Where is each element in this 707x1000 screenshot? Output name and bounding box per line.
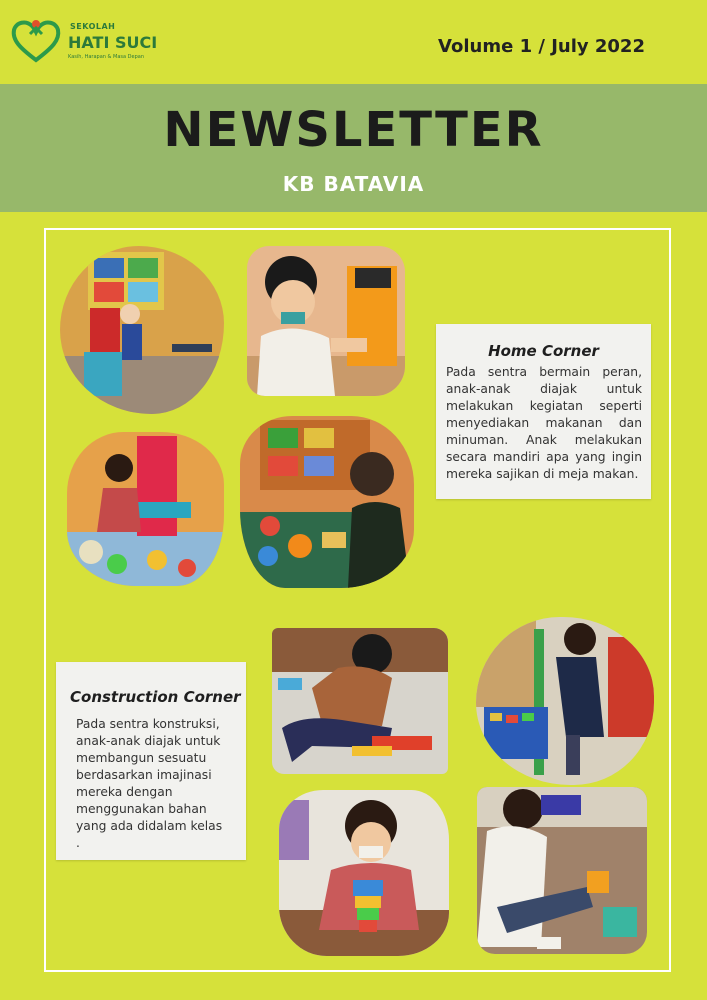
home-corner-card (436, 324, 651, 499)
construction-corner-body (76, 716, 246, 852)
home-photo-girl-kitchen (67, 432, 224, 586)
construction-photo-boy-floor (477, 787, 647, 954)
construction-photo-floor-blocks (272, 628, 448, 774)
home-photo-boy-table (240, 416, 414, 588)
volume-date: Volume 1 / July 2022 (438, 36, 645, 57)
school-tagline: Kasih, Harapan & Masa Depan (68, 54, 144, 60)
newsletter-title: NEWSLETTER (163, 102, 544, 158)
construction-line: yang ada didalam kelas (76, 819, 223, 833)
construction-photo-tall-tower (476, 617, 654, 785)
construction-line: membangun sesuatu (76, 751, 207, 765)
construction-corner-title: Construction Corner (70, 688, 241, 706)
construction-line: berdasarkan imajinasi (76, 768, 212, 782)
home-photo-boy-cooking (247, 246, 405, 396)
home-corner-title: Home Corner (488, 342, 599, 360)
construction-line: . (76, 836, 80, 850)
school-logo-icon (10, 14, 62, 66)
construction-line: Pada sentra konstruksi, (76, 717, 220, 731)
newsletter-subtitle: KB BATAVIA (282, 172, 425, 196)
school-label: SEKOLAH (70, 22, 116, 31)
home-corner-body: Pada sentra bermain peran, anak-anak diajak untuk melakukan kegiatan seperti menyediakan makanan dan minuman. Anak melakukan secara mandiri apa yang ingin mereka sajikan di meja makan. (446, 365, 642, 481)
construction-corner-card (56, 662, 246, 860)
construction-line: mereka dengan (76, 785, 173, 799)
construction-line: menggunakan bahan (76, 802, 207, 816)
school-name: HATI SUCI (68, 33, 158, 52)
construction-line: anak-anak diajak untuk (76, 734, 221, 748)
construction-photo-girl-cups (279, 790, 449, 956)
